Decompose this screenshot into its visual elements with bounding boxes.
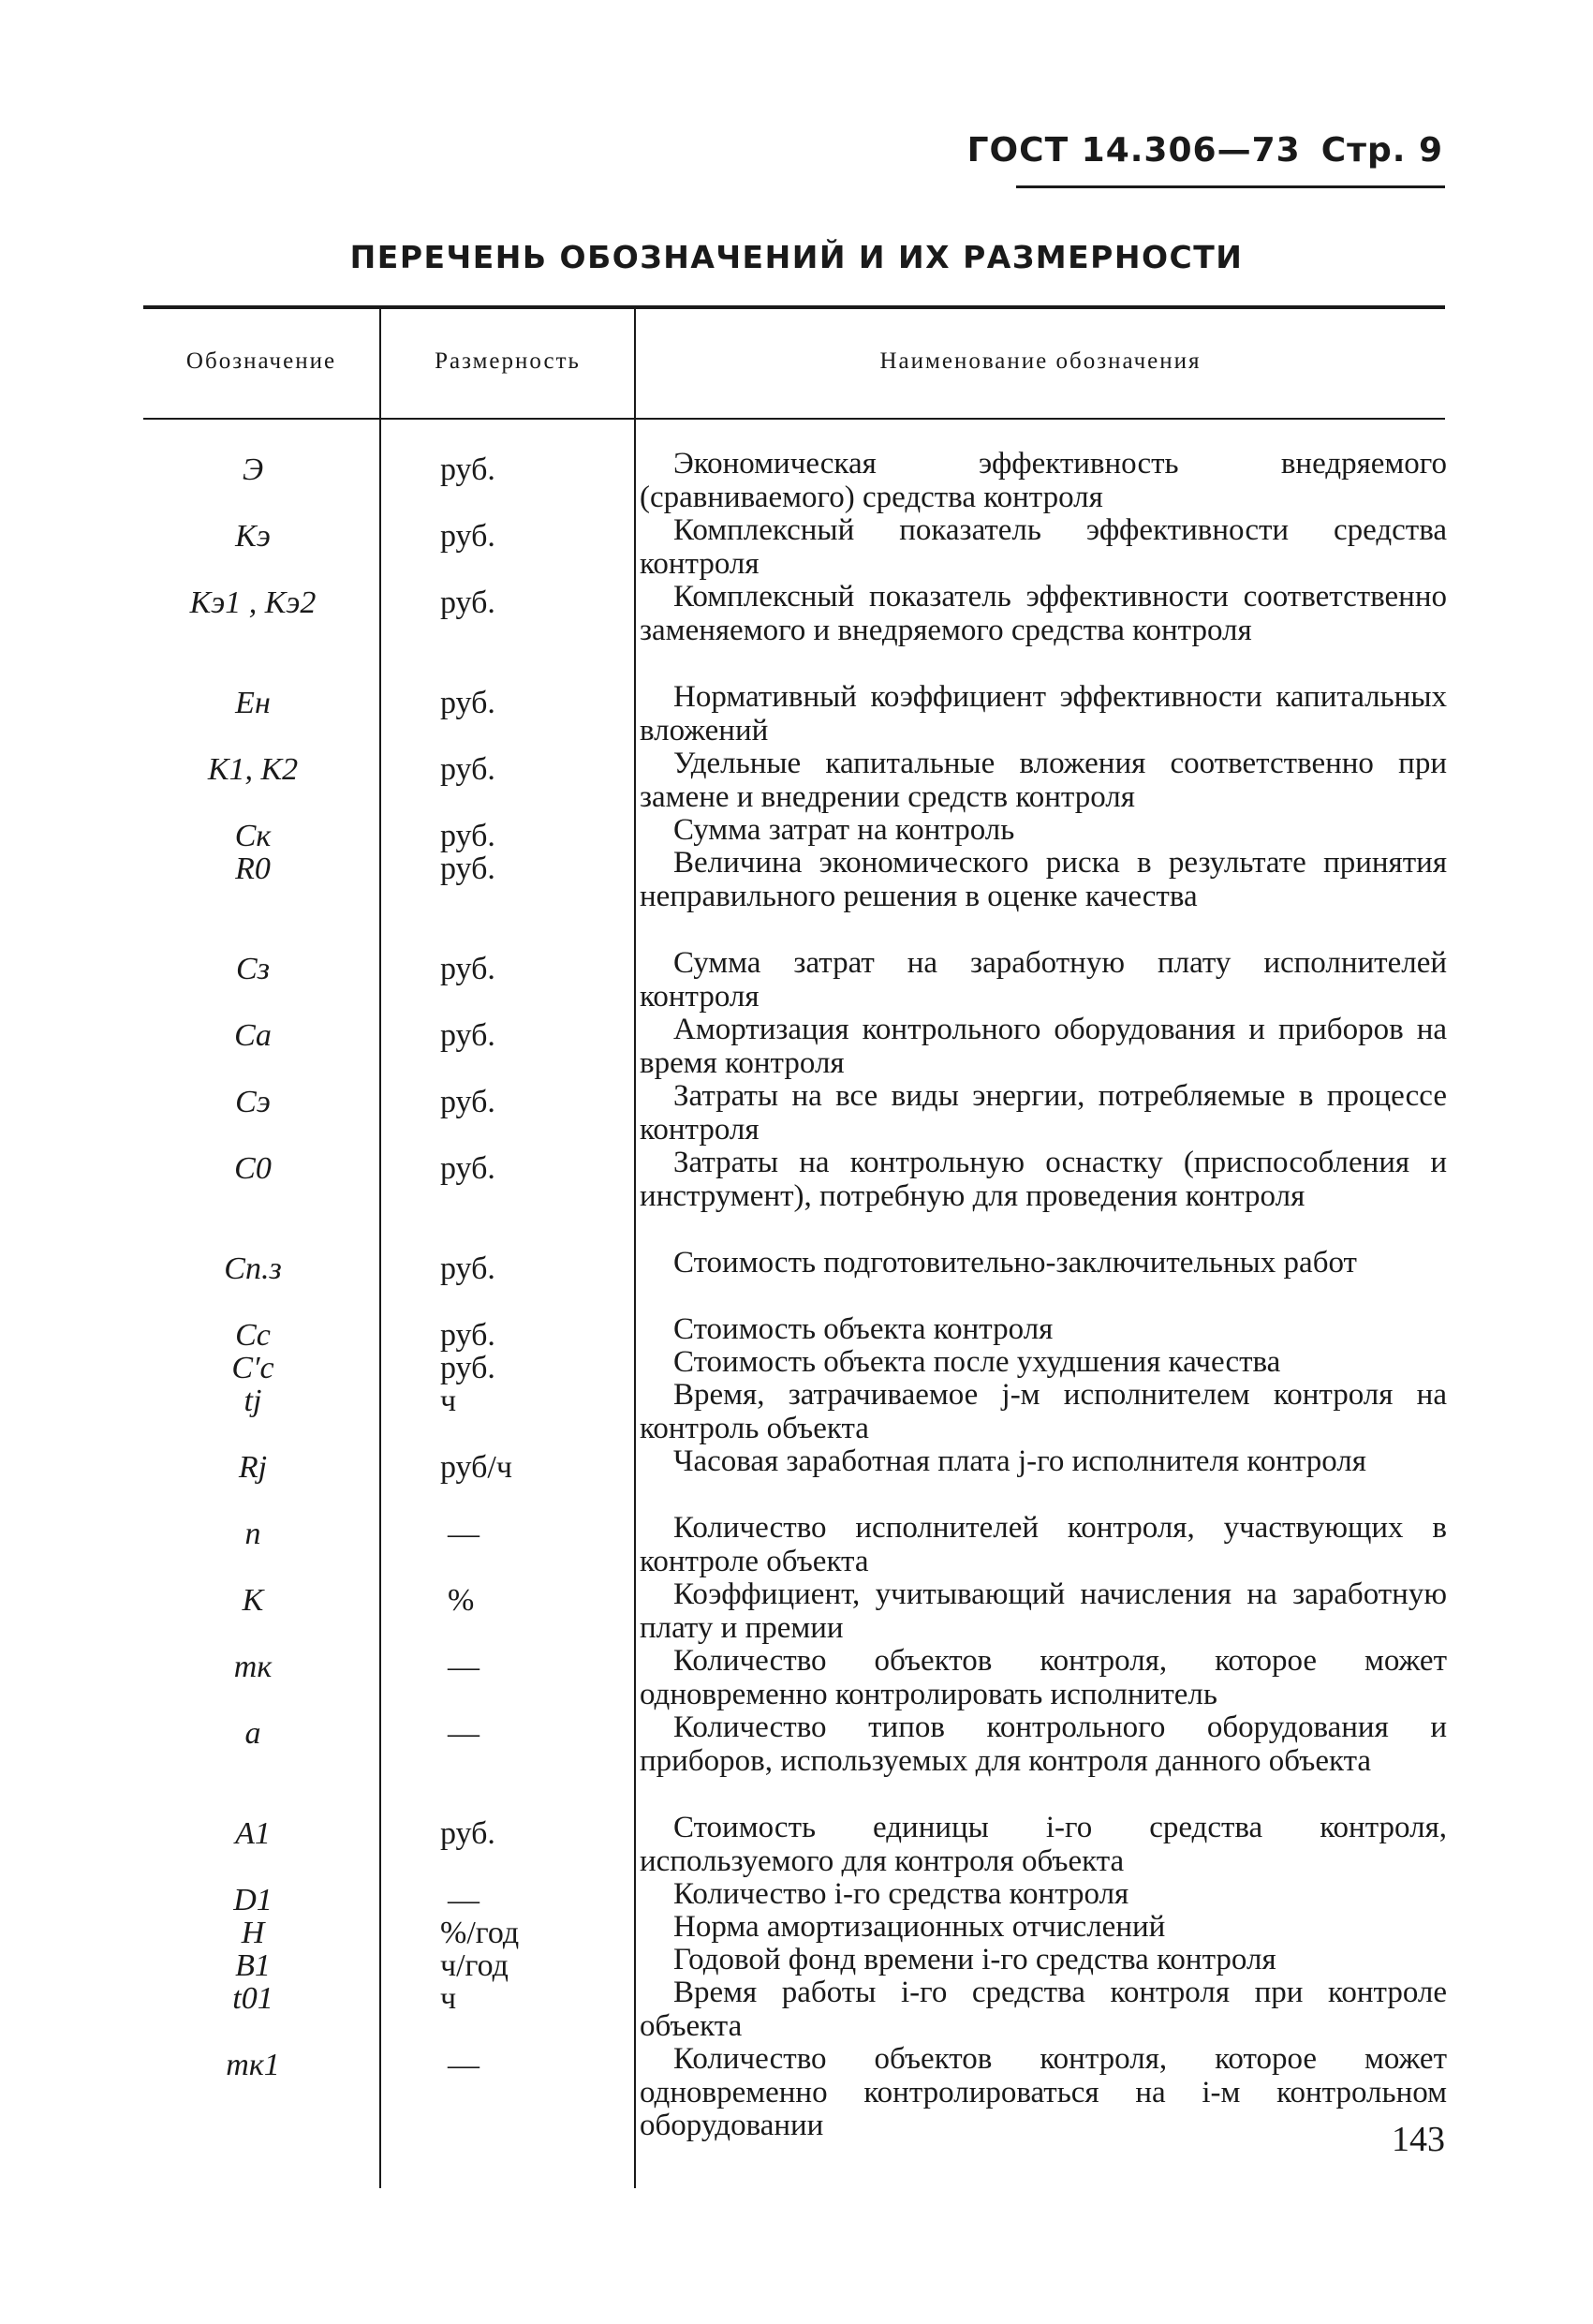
description-cell: Экономическая эффективность внедряемого (сравниваемого) средства контроля	[640, 447, 1447, 514]
unit-cell: руб.	[440, 952, 495, 986]
symbol-cell: B1	[235, 1948, 271, 1983]
unit-cell: руб/ч	[440, 1450, 512, 1485]
description-cell: Количество исполнителей контроля, участвующих в контроле объекта	[640, 1511, 1447, 1578]
symbol-cell: Kэ	[235, 519, 271, 554]
table-row	[0, 1711, 1593, 1812]
table-row	[0, 813, 1593, 853]
symbol-cell: Cк	[234, 819, 272, 853]
symbol-cell: mк1	[226, 2048, 280, 2082]
unit-cell: ч	[440, 1981, 457, 2016]
symbol-cell: Cа	[234, 1018, 272, 1053]
table-row	[0, 947, 1593, 1014]
description-cell: Часовая заработная плата j-го исполнителя контроля	[673, 1444, 1366, 1478]
table-row	[0, 1379, 1593, 1445]
description-cell: Годовой фонд времени i-го средства контроля	[673, 1943, 1276, 1976]
symbol-cell: Kэ1 , Kэ2	[189, 585, 317, 620]
unit-cell: руб.	[440, 1018, 495, 1053]
table-row	[0, 1976, 1593, 2043]
description-cell: Удельные капитальные вложения соответственно при замене и внедрении средств контроля	[640, 747, 1447, 814]
unit-cell: руб.	[440, 851, 495, 886]
table-row	[0, 1812, 1593, 1878]
symbol-cell: Э	[242, 452, 264, 487]
unit-cell: руб.	[440, 519, 495, 554]
standard-code: ГОСТ 14.306—73	[966, 131, 1301, 170]
table-row	[0, 681, 1593, 748]
unit-cell: руб.	[440, 686, 495, 720]
description-cell: Величина экономического риска в результате принятия неправильного решения в оценке качества	[640, 846, 1447, 913]
symbol-cell: a	[244, 1716, 261, 1751]
description-cell: Стоимость подготовительно-заключительных работ	[673, 1246, 1357, 1280]
description-cell: Сумма затрат на заработную плату исполнителей контроля	[640, 946, 1447, 1014]
unit-cell: руб.	[440, 1085, 495, 1119]
page-header	[967, 131, 1443, 170]
column-header-name: Наименование обозначения	[879, 348, 1202, 374]
description-cell: Норма амортизационных отчислений	[673, 1910, 1166, 1944]
symbol-cell: Cc	[235, 1318, 271, 1353]
header-rule	[1016, 185, 1445, 188]
table-row	[0, 1645, 1593, 1711]
description-cell: Количество объектов контроля, которое может одновременно контролировать исполнитель	[640, 1644, 1447, 1711]
symbol-cell: A1	[235, 1816, 271, 1851]
symbol-cell: H	[241, 1916, 265, 1950]
table-row	[0, 1910, 1593, 1950]
page-label: Стр. 9	[1320, 131, 1443, 170]
page-number: 143	[1392, 2120, 1445, 2159]
table-row	[0, 1943, 1593, 1983]
table-body	[0, 448, 1593, 2143]
symbol-cell: mк	[233, 1650, 273, 1684]
unit-cell: —	[448, 1883, 479, 1917]
unit-cell: руб.	[440, 585, 495, 620]
description-cell: Комплексный показатель эффективности соответственно заменяемого и внедряемого средства контроля	[640, 580, 1447, 647]
symbol-cell: Cэ	[235, 1085, 271, 1119]
description-cell: Количество i-го средства контроля	[673, 1877, 1129, 1911]
table-row	[0, 1578, 1593, 1645]
unit-cell: руб.	[440, 752, 495, 787]
table-row	[0, 448, 1593, 514]
table-top-rule	[143, 305, 1445, 309]
unit-cell: %	[448, 1583, 475, 1618]
symbol-cell: Cп.з	[224, 1251, 282, 1286]
description-cell: Количество объектов контроля, которое может одновременно контролироваться на i-м контрольном оборудовании	[640, 2042, 1447, 2142]
table-row	[0, 1445, 1593, 1512]
table-row	[0, 1512, 1593, 1578]
symbol-cell: tj	[243, 1384, 262, 1418]
table-row	[0, 514, 1593, 581]
description-cell: Стоимость объекта после ухудшения качества	[673, 1345, 1281, 1379]
description-cell: Сумма затрат на контроль	[673, 813, 1015, 847]
symbol-cell: Eн	[235, 686, 271, 720]
table-row	[0, 1147, 1593, 1247]
table-row	[0, 748, 1593, 814]
symbol-cell: D1	[233, 1883, 273, 1917]
symbol-cell: C′c	[231, 1351, 274, 1385]
unit-cell: руб.	[440, 1816, 495, 1851]
table-row	[0, 1080, 1593, 1147]
table-row	[0, 1312, 1593, 1353]
unit-cell: руб.	[440, 1351, 495, 1385]
description-cell: Затраты на контрольную оснастку (приспособления и инструмент), потребную для проведения контроля	[640, 1146, 1447, 1213]
unit-cell: ч	[440, 1384, 457, 1418]
description-cell: Амортизация контрольного оборудования и приборов на время контроля	[640, 1013, 1447, 1080]
column-header-symbol: Обозначение	[185, 348, 337, 374]
unit-cell: руб.	[440, 819, 495, 853]
page-title: ПЕРЕЧЕНЬ ОБОЗНАЧЕНИЙ И ИХ РАЗМЕРНОСТИ	[349, 239, 1244, 275]
table-row	[0, 847, 1593, 947]
description-cell: Коэффициент, учитывающий начисления на заработную плату и премии	[640, 1577, 1447, 1645]
description-cell: Комплексный показатель эффективности средства контроля	[640, 513, 1447, 581]
table-row	[0, 1877, 1593, 1917]
symbol-cell: Cз	[236, 952, 270, 986]
table-row	[0, 1247, 1593, 1313]
unit-cell: —	[448, 1650, 479, 1684]
table-header-bottom-rule	[143, 418, 1445, 420]
description-cell: Время работы i-го средства контроля при контроле объекта	[640, 1976, 1447, 2043]
description-cell: Время, затрачиваемое j-м исполнителем контроля на контроль объекта	[640, 1378, 1447, 1445]
unit-cell: %/год	[440, 1916, 520, 1950]
unit-cell: —	[448, 1716, 479, 1751]
table-row	[0, 1345, 1593, 1385]
symbol-cell: n	[244, 1517, 261, 1551]
symbol-cell: t01	[232, 1981, 273, 2016]
description-cell: Стоимость объекта контроля	[673, 1312, 1054, 1346]
unit-cell: —	[448, 2048, 479, 2082]
symbol-cell: K1, K2	[207, 752, 299, 787]
unit-cell: ч/год	[440, 1948, 509, 1983]
unit-cell: руб.	[440, 1251, 495, 1286]
unit-cell: руб.	[440, 1151, 495, 1186]
description-cell: Затраты на все виды энергии, потребляемые в процессе контроля	[640, 1079, 1447, 1147]
description-cell: Количество типов контрольного оборудования и приборов, используемых для контроля данного объекта	[640, 1710, 1447, 1778]
symbol-cell: R0	[235, 851, 271, 886]
table-row	[0, 581, 1593, 681]
symbol-cell: C0	[234, 1151, 272, 1186]
table-row	[0, 2043, 1593, 2143]
unit-cell: руб.	[440, 452, 495, 487]
column-header-unit: Размерность	[435, 348, 581, 374]
symbol-cell: K	[242, 1583, 264, 1618]
unit-cell: руб.	[440, 1318, 495, 1353]
description-cell: Стоимость единицы i-го средства контроля, используемого для контроля объекта	[640, 1811, 1447, 1878]
description-cell: Нормативный коэффициент эффективности капитальных вложений	[640, 680, 1447, 748]
unit-cell: —	[448, 1517, 479, 1551]
symbol-cell: Rj	[238, 1450, 268, 1485]
table-row	[0, 1014, 1593, 1080]
